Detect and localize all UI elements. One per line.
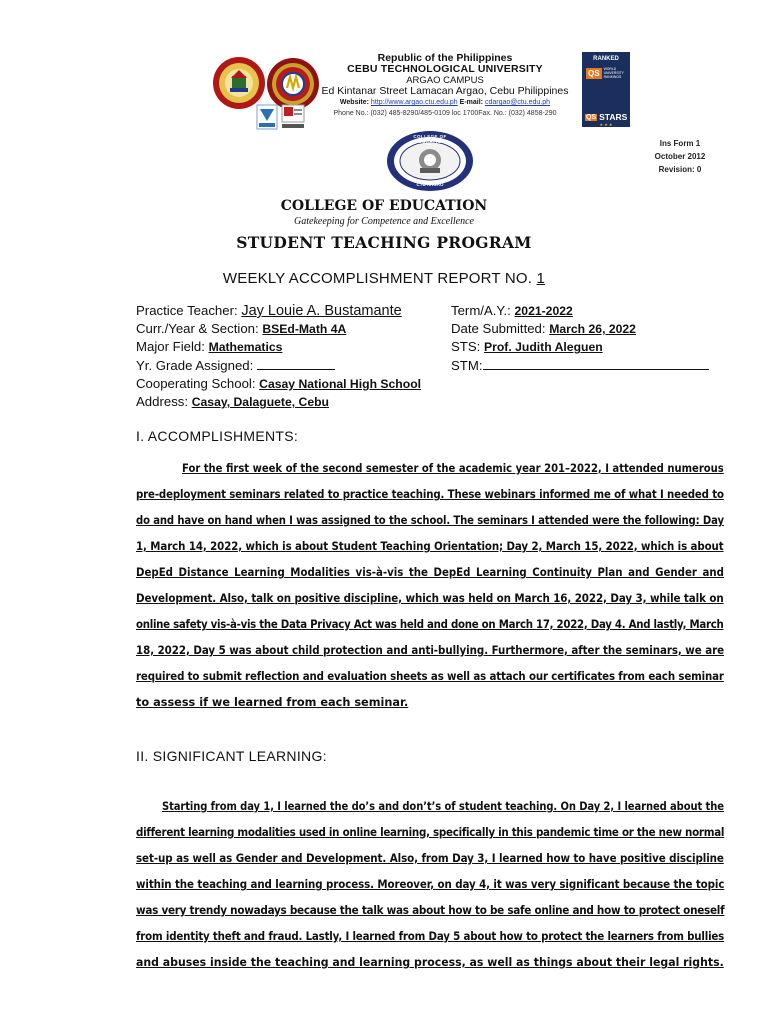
form-meta	[640, 137, 720, 176]
cooperating-school-value: Casay National High School	[259, 376, 422, 391]
stars-label: STARS	[599, 112, 628, 122]
term-label: Term/A.Y.:	[451, 303, 515, 318]
sts-value: Prof. Judith Aleguen	[483, 340, 603, 355]
program-title: STUDENT TEACHING PROGRAM	[236, 233, 532, 252]
paragraph-line: within the teaching and learning process. Moreover, on day 4, it was very significant because the topic	[136, 878, 725, 891]
paragraph-line: required to submit reflection and evaluation sheets as well as attach our certificates from each seminar	[136, 670, 724, 683]
term-value: 2021-2022	[514, 304, 573, 318]
form-date: October 2012	[654, 152, 706, 161]
paragraph-line: was very trendy nowadays because the talk was about how to be safe online and how to protect oneself	[136, 904, 725, 917]
contact-line	[300, 97, 590, 108]
form-revision: Revision: 0	[658, 165, 702, 174]
report-number: 1	[536, 270, 546, 287]
email-label: E-mail:	[459, 99, 483, 106]
grade-assigned-label: Yr. Grade Assigned:	[136, 357, 257, 373]
sts-label: STS:	[451, 339, 484, 355]
paragraph-line: different learning modalities used in online learning, specifically in this pandemic time or the new normal	[136, 826, 725, 839]
accomplishments-paragraph	[136, 462, 724, 722]
world-rankings-label: WORLD UNIVERSITY RANKINGS	[603, 67, 624, 79]
paragraph-line: Development. Also, talk on positive discipline, which was held on March 16, 2022, Day 3, while talk on	[136, 592, 724, 605]
stm-blank	[483, 357, 709, 370]
stm-label: STM:	[451, 357, 483, 373]
significant-learning-heading: II. SIGNIFICANT LEARNING:	[136, 748, 327, 764]
practice-teacher-label: Practice Teacher:	[136, 303, 242, 318]
ranked-label: RANKED	[593, 56, 619, 62]
university-header	[300, 53, 590, 119]
grade-assigned-blank	[257, 357, 335, 370]
accomplishments-heading: I. ACCOMPLISHMENTS:	[136, 428, 299, 444]
address-value: Casay, Dalaguete, Cebu	[191, 395, 329, 410]
college-motto: Gatekeeping for Competence and Excellence	[294, 216, 474, 227]
qs-stars-badge: QS STARS ★ ★ ★	[582, 110, 630, 127]
phone-line: Phone No.: (032) 485-8290/485-0109 loc 1700Fax. No.: (032) 4858-290	[333, 110, 557, 117]
college-title: COLLEGE OF EDUCATION	[280, 198, 488, 214]
paragraph-line: set-up as well as Gender and Development. Also, from Day 3, I learned how to have positive discipline	[136, 852, 724, 865]
paragraph-line: 1, March 14, 2022, which is about Student Teaching Orientation; Day 2, March 15, 2022, which is about	[136, 540, 724, 553]
form-number: Ins Form 1	[659, 139, 701, 148]
grade-assigned-row	[136, 357, 436, 375]
sts-row	[451, 338, 731, 356]
date-submitted-value: March 26, 2022	[549, 322, 636, 337]
paragraph-line: do and have on hand when I was assigned to the school. The seminars I attended were the following: Day	[136, 514, 724, 527]
info-left-column	[136, 302, 436, 411]
cooperating-school-row	[136, 375, 436, 393]
stm-row	[451, 357, 731, 375]
term-row	[451, 302, 731, 320]
address-label: Address:	[136, 394, 192, 410]
major-field-row	[136, 338, 436, 356]
paragraph-line: to assess if we learned from each seminar.	[136, 696, 409, 709]
university-address: Ed Kintanar Street Lamacan Argao, Cebu Philippines	[321, 85, 569, 97]
cooperating-school-label: Cooperating School:	[136, 375, 260, 391]
report-title	[0, 270, 768, 287]
seal-text-bottom: CTU ARGAO	[416, 182, 444, 187]
seal-text-top: COLLEGE OF EDUCATION	[413, 134, 447, 144]
republic-line: Republic of the Philippines	[377, 52, 513, 64]
college-of-education-seal	[386, 130, 474, 192]
curriculum-row	[136, 320, 436, 338]
website-link[interactable]: http://www.argao.ctu.edu.ph	[370, 99, 458, 106]
practice-teacher-row	[136, 302, 436, 320]
curriculum-label: Curr./Year & Section:	[136, 321, 263, 337]
paragraph-line: Starting from day 1, I learned the do’s and don’t’s of student teaching. On Day 2, I learned about the	[162, 800, 724, 813]
info-right-column	[451, 302, 731, 375]
paragraph-line: and abuses inside the teaching and learning process, as well as things about their legal rights.	[136, 956, 724, 969]
significant-learning-paragraph	[136, 800, 724, 980]
iso-certification-logo	[256, 104, 278, 130]
campus-name: ARGAO CAMPUS	[406, 75, 484, 86]
paragraph-line: from identity theft and fraud. Lastly, I learned from Day 5 about how to protect the learners from bullies	[136, 930, 725, 943]
address-row	[136, 393, 436, 411]
paragraph-line: DepEd Distance Learning Modalities vis-à-vis the DepEd Learning Continuity Plan and Gender and	[136, 566, 724, 579]
paragraph-line: online safety vis-à-vis the Data Privacy Act was held and done on March 17, 2022, Day 4. And lastly, March	[136, 618, 724, 631]
qs-label: QS	[588, 68, 600, 78]
qs-ranked-badge	[582, 52, 630, 110]
major-field-value: Mathematics	[208, 340, 283, 355]
paragraph-line: pre-deployment seminars related to practice teaching. These webinars informed me of what I needed to	[136, 488, 724, 501]
stars-icon: ★ ★ ★	[599, 122, 613, 127]
major-field-label: Major Field:	[136, 339, 209, 355]
email-link[interactable]: cdargao@ctu.edu.ph	[484, 99, 551, 106]
date-submitted-row	[451, 320, 731, 338]
website-label: Website:	[339, 99, 369, 106]
paragraph-line: 18, 2022, Day 5 was about child protection and anti-bullying. Furthermore, after the seminars, we are	[136, 644, 725, 657]
curriculum-value: BSEd-Math 4A	[262, 322, 347, 337]
paragraph-line: For the first week of the second semester of the academic year 201–2022, I attended numerous	[182, 462, 724, 475]
ctu-seal-logo	[212, 56, 266, 110]
date-submitted-label: Date Submitted:	[451, 321, 550, 337]
university-name: CEBU TECHNOLOGICAL UNIVERSITY	[347, 63, 543, 75]
report-title-text: WEEKLY ACCOMPLISHMENT REPORT NO.	[222, 270, 537, 287]
practice-teacher-value: Jay Louie A. Bustamante	[241, 303, 402, 319]
